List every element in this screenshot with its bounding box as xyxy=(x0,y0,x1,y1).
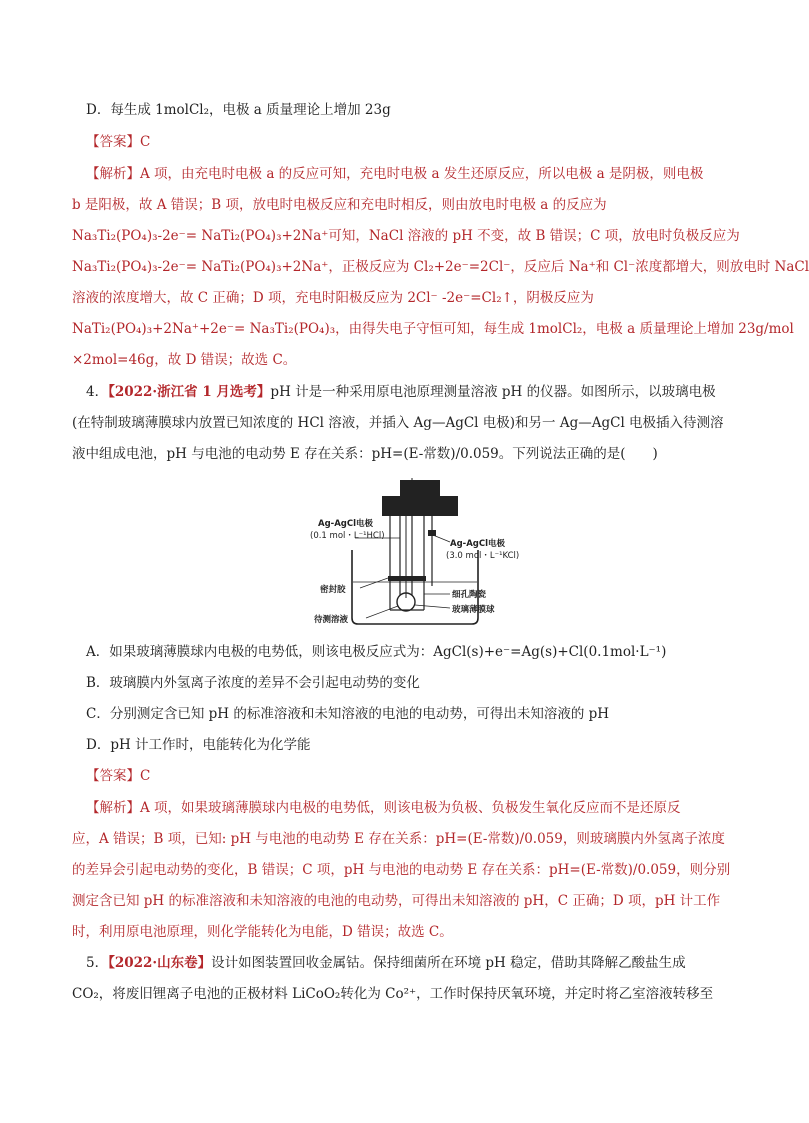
q3-analysis-line-4: Na₃Ti₂(PO₄)₃-2e⁻= NaTi₂(PO₄)₃+2Na⁺，正极反应为 Cl₂+2e⁻=2Cl⁻，反应后 Na⁺和 Cl⁻浓度都增大，则放电时 NaCl xyxy=(72,259,809,275)
label-left-electrode: Ag-AgCl电极 xyxy=(318,519,374,529)
electrode-cap-top xyxy=(400,480,440,498)
q4-source: 【2022·浙江省 1 月选考】 xyxy=(108,384,271,400)
q5-source: 【2022·山东卷】 xyxy=(108,955,212,971)
q4-option-b: B．玻璃膜内外氢离子浓度的差异不会引起电动势的变化 xyxy=(86,675,420,691)
q4-stem-text-1: pH 计是一种采用原电池原理测量溶液 pH 的仪器。如图所示，以玻璃电极 xyxy=(270,384,716,400)
label-right-electrode: Ag-AgCl电极 xyxy=(450,539,506,549)
q4-option-c: C．分别测定含已知 pH 的标准溶液和未知溶液的电池的电动势，可得出未知溶液的 pH xyxy=(86,706,610,722)
q4-stem-line-2: (在特制玻璃薄膜球内放置已知浓度的 HCl 溶液，并插入 Ag—AgCl 电极)和另一 Ag—AgCl 电极插入待测溶 xyxy=(72,415,724,431)
q4-number: 4． xyxy=(86,384,109,400)
label-seal: 密封胶 xyxy=(320,585,346,595)
q3-option-d: D．每生成 1molCl₂，电极 a 质量理论上增加 23g xyxy=(86,102,391,118)
q4-analysis-line-1: 【解析】A 项，如果玻璃薄膜球内电极的电势低，则该电极为负极、负极发生氧化反应而不是还原反 xyxy=(86,800,681,816)
q3-analysis-line-1: 【解析】A 项，由充电时电极 a 的反应可知，充电时电极 a 发生还原反应，所以电极 a 是阴极，则电极 xyxy=(86,166,704,182)
q4-analysis-line-3: 的差异会引起电动势的变化，B 错误；C 项，pH 与电池的电动势 E 存在关系：pH=(E-常数)/0.059，则分别 xyxy=(72,862,731,878)
q3-analysis-line-2: b 是阳极，故 A 错误；B 项，放电时电极反应和充电时相反，则由放电时电极 a 的反应为 xyxy=(72,197,607,213)
q4-analysis-line-4: 测定含已知 pH 的标准溶液和未知溶液的电池的电动势，可得出未知溶液的 pH，C 正确；D 项，pH 计工作 xyxy=(72,893,721,909)
q3-analysis-line-5: 溶液的浓度增大，故 C 正确；D 项，充电时阳极反应为 2Cl⁻ -2e⁻=Cl₂↑，阴极反应为 xyxy=(72,290,594,306)
q3-answer: 【答案】C xyxy=(86,134,151,150)
label-ceramic: 细孔陶瓷 xyxy=(452,590,487,600)
label-membrane-bulb: 玻璃薄膜球 xyxy=(452,605,495,615)
q4-analysis-line-2: 应，A 错误；B 项，已知: pH 与电池的电动势 E 存在关系：pH=(E-常数)/0.059，则玻璃膜内外氢离子浓度 xyxy=(72,831,725,847)
q4-option-a: A．如果玻璃薄膜球内电极的电势低，则该电极反应式为：AgCl(s)+e⁻=Ag(s)+Cl(0.1mol·L⁻¹) xyxy=(86,644,667,660)
q3-analysis-line-7: ×2mol=46g，故 D 错误；故选 C。 xyxy=(72,352,297,368)
q5-stem-text-1: 设计如图装置回收金属钴。保持细菌所在环境 pH 稳定，借助其降解乙酸盐生成 xyxy=(211,955,686,971)
q4-stem-line-1 xyxy=(86,382,738,402)
label-left-hcl: (0.1 mol・L⁻¹HCl) xyxy=(310,531,385,541)
q5-stem-line-2: CO₂，将废旧锂离子电池的正极材料 LiCoO₂转化为 Co²⁺，工作时保持厌氧环境，并定时将乙室溶液转移至 xyxy=(72,986,714,1002)
ph-meter-diagram xyxy=(300,478,530,628)
label-test-solution: 待测溶液 xyxy=(314,615,349,625)
q5-number: 5． xyxy=(86,955,109,971)
q3-analysis-line-3: Na₃Ti₂(PO₄)₃-2e⁻= NaTi₂(PO₄)₃+2Na⁺可知，NaCl 溶液的 pH 不变，故 B 错误；C 项，放电时负极反应为 xyxy=(72,228,740,244)
q4-analysis-line-5: 时，利用原电池原理，则化学能转化为电能，D 错误；故选 C。 xyxy=(72,924,453,940)
q3-analysis-line-6: NaTi₂(PO₄)₃+2Na⁺+2e⁻= Na₃Ti₂(PO₄)₃，由得失电子守恒可知，每生成 1molCl₂，电极 a 质量理论上增加 23g/mol xyxy=(72,321,794,337)
q4-stem-line-3: 液中组成电池，pH 与电池的电动势 E 存在关系：pH=(E-常数)/0.059。下列说法正确的是( ) xyxy=(72,446,658,462)
q5-stem-line-1 xyxy=(86,953,738,973)
q4-answer: 【答案】C xyxy=(86,768,151,784)
seal-glue xyxy=(388,576,426,581)
electrode-cap xyxy=(382,496,458,516)
ph-meter-figure xyxy=(300,478,530,628)
label-right-kcl: (3.0 mol・L⁻¹KCl) xyxy=(446,551,520,561)
q4-option-d: D．pH 计工作时，电能转化为化学能 xyxy=(86,737,311,753)
